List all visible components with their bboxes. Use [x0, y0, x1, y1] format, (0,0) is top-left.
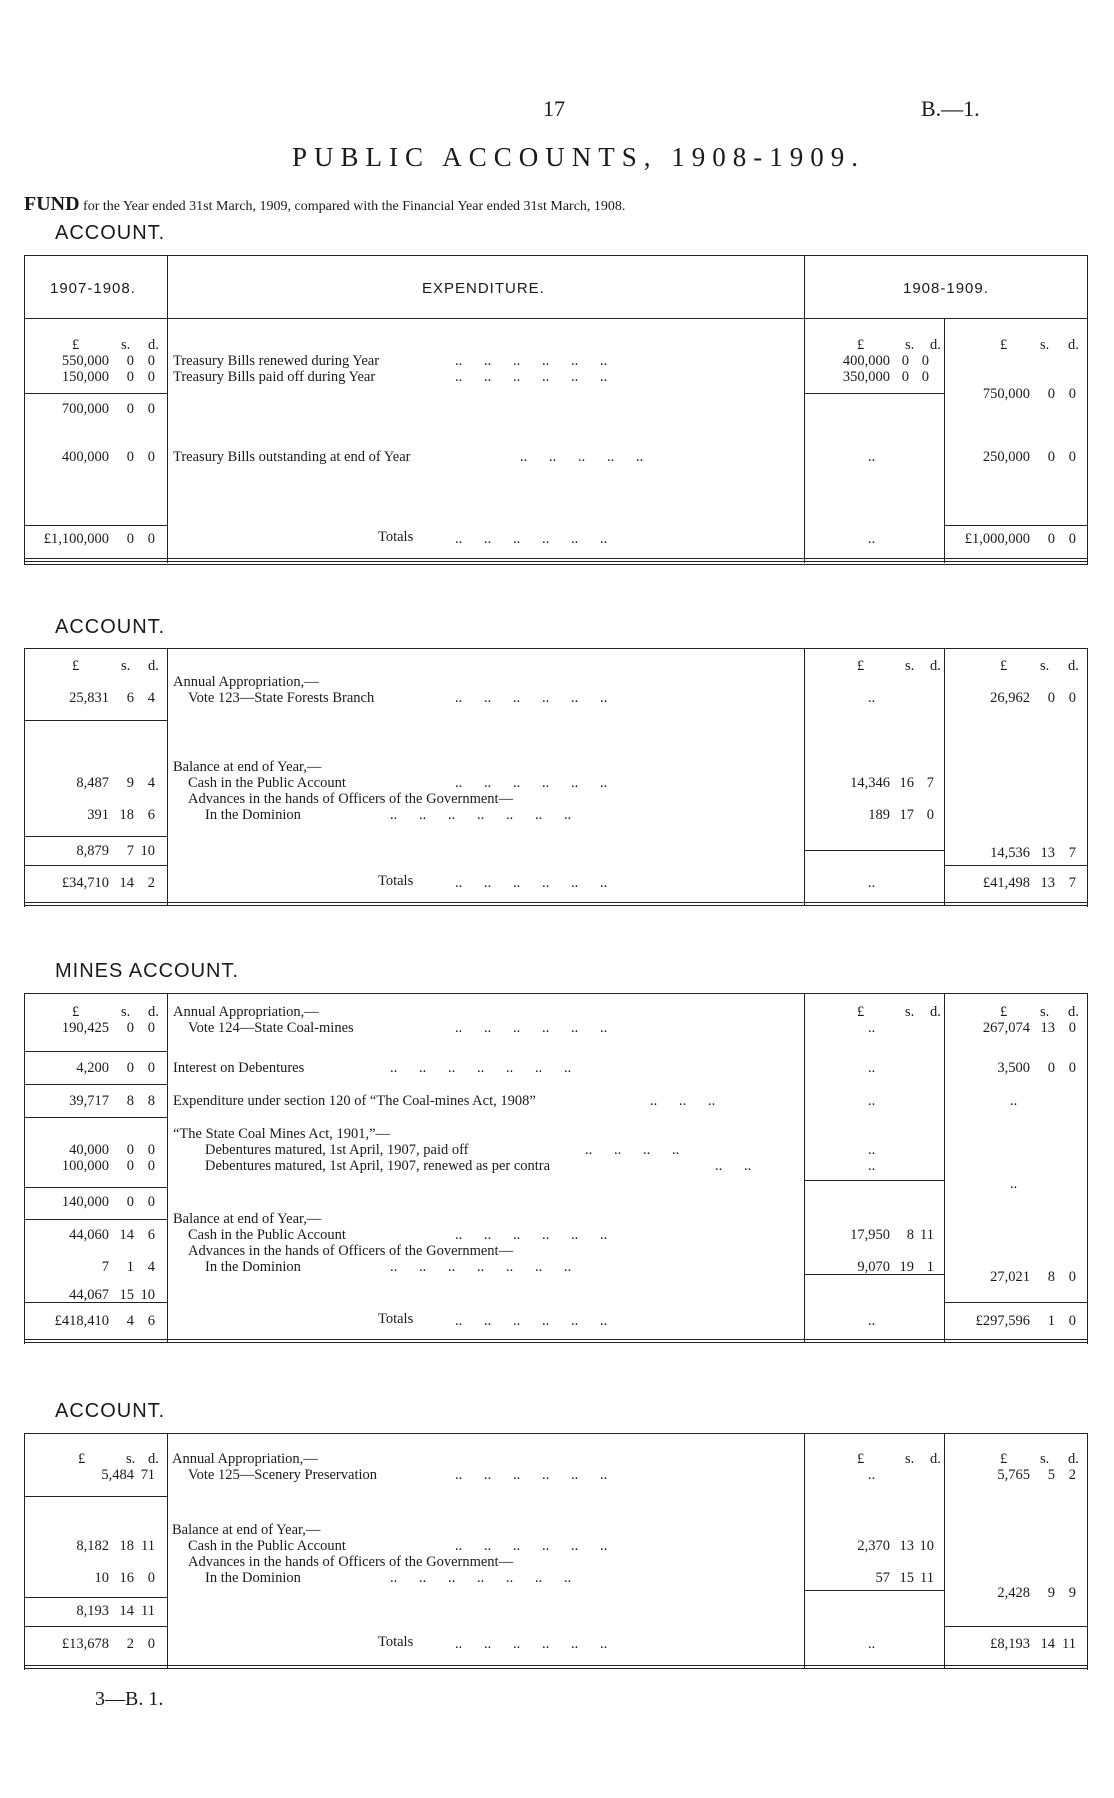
amount-pounds: £297,596 [975, 1313, 1030, 1329]
amount-pounds: 8,879 [76, 843, 109, 859]
amount-pounds: 400,000 [842, 353, 890, 369]
amount-pounds: 5,484 [101, 1467, 134, 1483]
amount-pounds: 25,831 [69, 690, 109, 706]
advances-heading: Advances in the hands of Officers of the Government— [188, 1243, 514, 1259]
amount-pounds: 267,074 [982, 1020, 1030, 1036]
leader-dots: .. .. [715, 1158, 752, 1174]
row-description: In the Dominion [205, 1570, 301, 1586]
row-description: Cash in the Public Account [188, 1538, 346, 1554]
amount-shillings: 0 [126, 353, 134, 369]
amount-empty: .. [1010, 1176, 1018, 1192]
section2-heading: ACCOUNT. [55, 616, 166, 638]
amount-pence: 4 [147, 775, 155, 791]
subtitle-fund: FUND [24, 193, 80, 215]
currency-shillings: s. [905, 658, 915, 674]
amount-shillings: 0 [126, 449, 134, 465]
amount-pounds: 550,000 [61, 353, 109, 369]
amount-shillings: 16 [119, 1570, 134, 1586]
currency-shillings: s. [905, 1451, 915, 1467]
amount-pence: 4 [147, 690, 155, 706]
amount-shillings: 0 [1047, 531, 1055, 547]
amount-shillings: 13 [1040, 845, 1055, 861]
currency-pence: d. [1068, 658, 1079, 674]
amount-pounds: 7 [101, 1259, 109, 1275]
amount-shillings: 15 [119, 1287, 134, 1303]
leader-dots: .. .. .. .. .. .. .. [390, 807, 572, 823]
amount-shillings: 0 [126, 1158, 134, 1174]
amount-pounds: 3,500 [997, 1060, 1030, 1076]
amount-shillings: 0 [126, 531, 134, 547]
leader-dots: .. .. .. .. .. .. [455, 775, 608, 791]
currency-pence: d. [148, 1004, 159, 1020]
leader-dots: .. .. .. .. .. .. [455, 875, 608, 891]
leader-dots: .. .. .. [650, 1093, 716, 1109]
amount-pence: 0 [147, 449, 155, 465]
amount-pounds: 700,000 [61, 401, 109, 417]
currency-pound: £ [1000, 1004, 1008, 1020]
amount-pence: 0 [147, 401, 155, 417]
amount-shillings: 18 [119, 807, 134, 823]
currency-pence: d. [148, 1451, 159, 1467]
leader-dots: .. .. .. .. .. .. .. [390, 1060, 572, 1076]
amount-pounds: 391 [87, 807, 109, 823]
section1-heading: ACCOUNT. [55, 222, 166, 244]
leader-dots: .. .. .. .. [585, 1142, 680, 1158]
row-description: Treasury Bills renewed during Year [173, 353, 380, 369]
amount-pence: 6 [147, 807, 155, 823]
advances-heading: Advances in the hands of Officers of the Government— [188, 791, 514, 807]
amount-pence: 0 [147, 1020, 155, 1036]
amount-shillings: 0 [126, 1194, 134, 1210]
amount-pence: 0 [1068, 1020, 1076, 1036]
advances-heading: Advances in the hands of Officers of the Government— [188, 1554, 514, 1570]
amount-pounds: 4,200 [76, 1060, 109, 1076]
amount-pounds: 39,717 [69, 1093, 109, 1109]
amount-empty: .. [868, 1313, 876, 1329]
currency-pence: d. [930, 337, 941, 353]
amount-pence: 10 [919, 1538, 934, 1554]
amount-pence: 11 [1062, 1636, 1076, 1652]
amount-shillings: 13 [1040, 875, 1055, 891]
row-description: Cash in the Public Account [188, 1227, 346, 1243]
amount-pence: 7 [926, 775, 934, 791]
col-prev-year: 1907-1908. [50, 280, 136, 297]
section3-heading: MINES ACCOUNT. [55, 960, 240, 982]
amount-shillings: 0 [901, 369, 909, 385]
amount-empty: .. [868, 1636, 876, 1652]
section4-heading: ACCOUNT. [55, 1400, 166, 1422]
leader-dots: .. .. .. .. .. .. [455, 1313, 608, 1329]
amount-shillings: 0 [126, 369, 134, 385]
amount-shillings: 6 [126, 690, 134, 706]
amount-pounds: 8,182 [76, 1538, 109, 1554]
currency-shillings: s. [121, 337, 131, 353]
currency-shillings: s. [1040, 337, 1050, 353]
amount-pounds: 2,428 [997, 1585, 1030, 1601]
currency-shillings: s. [121, 658, 131, 674]
amount-empty: .. [868, 1142, 876, 1158]
amount-shillings: 16 [899, 775, 914, 791]
row-description: In the Dominion [205, 1259, 301, 1275]
amount-shillings: 0 [126, 401, 134, 417]
amount-pence: 0 [921, 369, 929, 385]
amount-pence: 0 [147, 369, 155, 385]
amount-shillings: 0 [1047, 449, 1055, 465]
leader-dots: .. .. .. .. .. .. .. [390, 1259, 572, 1275]
amount-pence: 6 [147, 1227, 155, 1243]
amount-pounds: 2,370 [857, 1538, 890, 1554]
amount-pounds: 8,487 [76, 775, 109, 791]
amount-pence: 0 [147, 1060, 155, 1076]
amount-shillings: 9 [126, 775, 134, 791]
balance-heading: Balance at end of Year,— [172, 1522, 321, 1538]
amount-shillings: 14 [119, 1603, 134, 1619]
document-reference: B.—1. [921, 96, 980, 121]
amount-pence: 0 [147, 353, 155, 369]
amount-shillings: 1 [126, 1259, 134, 1275]
row-description: Cash in the Public Account [188, 775, 346, 791]
amount-pence: 0 [147, 1194, 155, 1210]
currency-pound: £ [857, 337, 865, 353]
amount-pounds: 250,000 [982, 449, 1030, 465]
currency-pound: £ [857, 658, 865, 674]
page-number: 17 [543, 96, 565, 121]
act-heading: “The State Coal Mines Act, 1901,”— [173, 1126, 391, 1142]
amount-pence: 0 [1068, 449, 1076, 465]
page-title: PUBLIC ACCOUNTS, 1908-1909. [292, 142, 866, 172]
amount-pence: 0 [147, 1570, 155, 1586]
amount-empty: .. [1010, 1093, 1018, 1109]
col-curr-year: 1908-1909. [903, 280, 989, 297]
amount-shillings: 13 [1040, 1020, 1055, 1036]
amount-pence: 2 [1068, 1467, 1076, 1483]
amount-shillings: 7 [126, 843, 134, 859]
row-description: In the Dominion [205, 807, 301, 823]
row-description: Vote 125—Scenery Preservation [188, 1467, 377, 1483]
amount-pounds: 350,000 [842, 369, 890, 385]
amount-pence: 11 [141, 1538, 155, 1554]
currency-pound: £ [72, 337, 80, 353]
amount-shillings: 13 [899, 1538, 914, 1554]
currency-shillings: s. [126, 1451, 136, 1467]
amount-pounds: 400,000 [61, 449, 109, 465]
amount-pence: 0 [1068, 386, 1076, 402]
row-description: Vote 123—State Forests Branch [188, 690, 375, 706]
amount-pounds: 14,346 [850, 775, 890, 791]
amount-shillings: 5 [1047, 1467, 1055, 1483]
amount-pounds: £34,710 [61, 875, 109, 891]
amount-empty: .. [868, 449, 876, 465]
amount-pence: 6 [147, 1313, 155, 1329]
totals-label: Totals [378, 1634, 414, 1650]
amount-pence: 0 [147, 1142, 155, 1158]
amount-shillings: 8 [126, 1093, 134, 1109]
amount-pence: 11 [920, 1570, 934, 1586]
row-description: Interest on Debentures [173, 1060, 305, 1076]
amount-pounds: 140,000 [61, 1194, 109, 1210]
amount-pounds: 190,425 [61, 1020, 109, 1036]
amount-pence: 0 [1068, 1269, 1076, 1285]
currency-pence: d. [930, 1451, 941, 1467]
amount-shillings: 9 [1047, 1585, 1055, 1601]
amount-shillings: 2 [126, 1636, 134, 1652]
amount-shillings: 17 [899, 807, 914, 823]
leader-dots: .. .. .. .. .. .. [455, 369, 608, 385]
amount-pounds: 27,021 [990, 1269, 1030, 1285]
amount-pence: 8 [147, 1093, 155, 1109]
amount-shillings: 8 [906, 1227, 914, 1243]
amount-shillings: 0 [126, 1060, 134, 1076]
leader-dots: .. .. .. .. .. .. [455, 353, 608, 369]
amount-pence: 1 [926, 1259, 934, 1275]
amount-shillings: 0 [1047, 1060, 1055, 1076]
amount-empty: .. [868, 1467, 876, 1483]
amount-pounds: 57 [875, 1570, 890, 1586]
amount-pence: 0 [926, 807, 934, 823]
currency-shillings: s. [1040, 658, 1050, 674]
amount-pounds: 750,000 [982, 386, 1030, 402]
appropriation-heading: Annual Appropriation,— [172, 1451, 318, 1467]
amount-pence: 0 [1068, 531, 1076, 547]
currency-shillings: s. [1040, 1004, 1050, 1020]
amount-empty: .. [868, 1060, 876, 1076]
currency-pound: £ [72, 658, 80, 674]
leader-dots: .. .. .. .. .. .. [455, 1636, 608, 1652]
currency-pence: d. [148, 658, 159, 674]
row-description: Treasury Bills paid off during Year [173, 369, 376, 385]
amount-shillings: 14 [119, 1227, 134, 1243]
amount-pounds: 10 [94, 1570, 109, 1586]
amount-pence: 11 [141, 1603, 155, 1619]
currency-pound: £ [1000, 658, 1008, 674]
currency-pence: d. [930, 1004, 941, 1020]
col-expenditure: EXPENDITURE. [422, 280, 545, 297]
amount-pounds: 5,765 [997, 1467, 1030, 1483]
signature-mark: 3—B. 1. [95, 1688, 164, 1710]
amount-pence: 7 [1068, 875, 1076, 891]
amount-pence: 1 [147, 1467, 155, 1483]
totals-label: Totals [378, 529, 414, 545]
currency-pence: d. [930, 658, 941, 674]
amount-shillings: 8 [1047, 1269, 1055, 1285]
amount-shillings: 0 [126, 1142, 134, 1158]
currency-pence: d. [1068, 337, 1079, 353]
currency-pound: £ [1000, 337, 1008, 353]
row-description: Debentures matured, 1st April, 1907, renewed as per contra [205, 1158, 551, 1174]
amount-pounds: 40,000 [69, 1142, 109, 1158]
row-description: Treasury Bills outstanding at end of Year [173, 449, 411, 465]
amount-shillings: 14 [1040, 1636, 1055, 1652]
currency-pound: £ [1000, 1451, 1008, 1467]
amount-pounds: 26,962 [990, 690, 1030, 706]
row-description: Vote 124—State Coal-mines [188, 1020, 354, 1036]
row-description: Debentures matured, 1st April, 1907, paid off [205, 1142, 469, 1158]
amount-pence: 9 [1068, 1585, 1076, 1601]
amount-pence: 0 [921, 353, 929, 369]
amount-pounds: 44,067 [69, 1287, 109, 1303]
amount-pence: 11 [920, 1227, 934, 1243]
amount-empty: .. [868, 1158, 876, 1174]
leader-dots: .. .. .. .. .. .. [455, 1227, 608, 1243]
amount-pence: 7 [1068, 845, 1076, 861]
leader-dots: .. .. .. .. .. .. .. [390, 1570, 572, 1586]
amount-pence: 0 [147, 531, 155, 547]
amount-shillings: 19 [899, 1259, 914, 1275]
amount-shillings: 14 [119, 875, 134, 891]
leader-dots: .. .. .. .. .. .. [455, 1020, 608, 1036]
leader-dots: .. .. .. .. .. .. [455, 1467, 608, 1483]
currency-shillings: s. [905, 1004, 915, 1020]
amount-pence: 4 [147, 1259, 155, 1275]
leader-dots: .. .. .. .. .. .. [455, 690, 608, 706]
amount-empty: .. [868, 1093, 876, 1109]
totals-label: Totals [378, 1311, 414, 1327]
row-description: Expenditure under section 120 of “The Coal-mines Act, 1908” [173, 1093, 536, 1109]
balance-heading: Balance at end of Year,— [173, 759, 322, 775]
amount-empty: .. [868, 875, 876, 891]
amount-pounds: 189 [868, 807, 890, 823]
amount-shillings: 4 [126, 1313, 134, 1329]
amount-shillings: 0 [126, 1020, 134, 1036]
currency-pound: £ [857, 1004, 865, 1020]
amount-pence: 2 [147, 875, 155, 891]
currency-shillings: s. [905, 337, 915, 353]
appropriation-heading: Annual Appropriation,— [173, 674, 319, 690]
amount-empty: .. [868, 1020, 876, 1036]
amount-pounds: £1,100,000 [43, 531, 109, 547]
amount-pounds: 9,070 [857, 1259, 890, 1275]
appropriation-heading: Annual Appropriation,— [173, 1004, 319, 1020]
currency-pound: £ [857, 1451, 865, 1467]
page-subtitle [24, 193, 625, 216]
amount-pounds: 14,536 [990, 845, 1030, 861]
amount-pounds: 44,060 [69, 1227, 109, 1243]
currency-pound: £ [72, 1004, 80, 1020]
amount-pounds: £41,498 [982, 875, 1030, 891]
amount-pence: 0 [1068, 690, 1076, 706]
amount-shillings: 7 [140, 1467, 148, 1483]
amount-pence: 0 [1068, 1060, 1076, 1076]
amount-empty: .. [868, 531, 876, 547]
amount-pounds: 17,950 [850, 1227, 890, 1243]
amount-pence: 10 [140, 843, 155, 859]
leader-dots: .. .. .. .. .. .. [455, 1538, 608, 1554]
amount-shillings: 0 [1047, 690, 1055, 706]
currency-pence: d. [148, 337, 159, 353]
currency-pound: £ [78, 1451, 86, 1467]
leader-dots: .. .. .. .. .. .. [455, 531, 608, 547]
amount-shillings: 1 [1047, 1313, 1055, 1329]
currency-pence: d. [1068, 1451, 1079, 1467]
totals-label: Totals [378, 873, 414, 889]
currency-shillings: s. [121, 1004, 131, 1020]
amount-pounds: £8,193 [990, 1636, 1030, 1652]
amount-pounds: £418,410 [54, 1313, 109, 1329]
leader-dots: .. .. .. .. .. [520, 449, 644, 465]
amount-pounds: £1,000,000 [964, 531, 1030, 547]
amount-pence: 0 [147, 1158, 155, 1174]
amount-pence: 10 [140, 1287, 155, 1303]
amount-shillings: 0 [1047, 386, 1055, 402]
currency-shillings: s. [1040, 1451, 1050, 1467]
amount-pounds: 8,193 [76, 1603, 109, 1619]
amount-empty: .. [868, 690, 876, 706]
subtitle-text: for the Year ended 31st March, 1909, compared with the Financial Year ended 31st March, 1908. [83, 199, 626, 214]
amount-shillings: 18 [119, 1538, 134, 1554]
amount-pence: 0 [1068, 1313, 1076, 1329]
amount-pounds: 100,000 [61, 1158, 109, 1174]
amount-pounds: £13,678 [61, 1636, 109, 1652]
currency-pence: d. [1068, 1004, 1079, 1020]
balance-heading: Balance at end of Year,— [173, 1211, 322, 1227]
amount-pence: 0 [147, 1636, 155, 1652]
amount-pounds: 150,000 [61, 369, 109, 385]
amount-shillings: 15 [899, 1570, 914, 1586]
amount-shillings: 0 [901, 353, 909, 369]
